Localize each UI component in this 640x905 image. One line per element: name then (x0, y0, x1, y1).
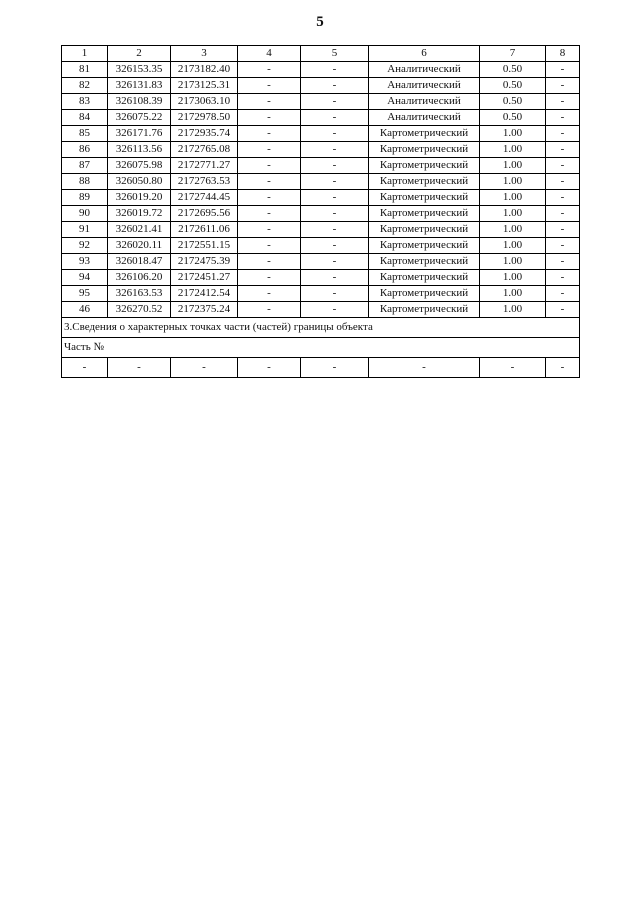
table-body (62, 62, 580, 318)
table-cell: Картометрический (369, 238, 480, 254)
table-cell: - (546, 238, 580, 254)
table-cell: 326019.20 (108, 190, 171, 206)
table-cell: - (301, 254, 369, 270)
table-cell: 2172744.45 (171, 190, 238, 206)
table-cell: 81 (62, 62, 108, 78)
table-cell: - (238, 110, 301, 126)
column-header: 8 (546, 46, 580, 62)
table-cell: - (546, 110, 580, 126)
table-cell: 2172978.50 (171, 110, 238, 126)
table-cell: 2172763.53 (171, 174, 238, 190)
table-cell: 326153.35 (108, 62, 171, 78)
table-cell: 2172475.39 (171, 254, 238, 270)
table-cell: - (301, 190, 369, 206)
table-cell: 83 (62, 94, 108, 110)
table-row (62, 254, 580, 270)
table-cell: 87 (62, 158, 108, 174)
table-cell: - (238, 78, 301, 94)
table-cell: 1.00 (480, 174, 546, 190)
table-cell: 1.00 (480, 302, 546, 318)
table-cell: - (238, 238, 301, 254)
table-cell: 2172771.27 (171, 158, 238, 174)
table-row (62, 94, 580, 110)
table-cell: Картометрический (369, 174, 480, 190)
table-cell: - (369, 358, 480, 378)
table-cell: 326131.83 (108, 78, 171, 94)
table-cell: 326113.56 (108, 142, 171, 158)
table-cell: 326075.22 (108, 110, 171, 126)
table-header-row (62, 46, 580, 62)
table-cell: - (301, 358, 369, 378)
table-cell: Картометрический (369, 206, 480, 222)
table-cell: 326020.11 (108, 238, 171, 254)
table-row (62, 302, 580, 318)
table-cell: - (546, 142, 580, 158)
table-cell: 326270.52 (108, 302, 171, 318)
table-cell: - (238, 62, 301, 78)
table-cell: 2172412.54 (171, 286, 238, 302)
table-cell: Картометрический (369, 286, 480, 302)
table-cell: - (108, 358, 171, 378)
table-cell: Картометрический (369, 302, 480, 318)
table-cell: 326075.98 (108, 158, 171, 174)
table-cell: 2172451.27 (171, 270, 238, 286)
table-cell: - (238, 126, 301, 142)
table-cell: 0.50 (480, 62, 546, 78)
table-cell: - (546, 158, 580, 174)
table-cell: 84 (62, 110, 108, 126)
table-cell: 2172935.74 (171, 126, 238, 142)
table-cell: 2173125.31 (171, 78, 238, 94)
table-cell: - (546, 94, 580, 110)
table-row (62, 158, 580, 174)
table-row (62, 222, 580, 238)
table-cell: - (301, 222, 369, 238)
table-cell: - (301, 206, 369, 222)
empty-part-row (62, 358, 580, 378)
table-cell: - (301, 302, 369, 318)
table-row (62, 62, 580, 78)
table-cell: - (546, 62, 580, 78)
table-cell: 85 (62, 126, 108, 142)
table-cell: - (238, 358, 301, 378)
section-title: 3.Сведения о характерных точках части (частей) границы объекта (62, 318, 580, 338)
table-cell: 92 (62, 238, 108, 254)
table-row (62, 78, 580, 94)
table-cell: Картометрический (369, 270, 480, 286)
table-cell: 1.00 (480, 222, 546, 238)
page-number: 5 (316, 14, 324, 30)
table-cell: 326106.20 (108, 270, 171, 286)
table-cell: 1.00 (480, 254, 546, 270)
table-cell: - (238, 142, 301, 158)
table-cell: - (546, 222, 580, 238)
table-cell: - (301, 238, 369, 254)
table-cell: 2172551.15 (171, 238, 238, 254)
table-cell: - (546, 358, 580, 378)
table-cell: Аналитический (369, 94, 480, 110)
part-label-row (62, 338, 580, 358)
table-cell: 0.50 (480, 94, 546, 110)
table-cell: - (301, 94, 369, 110)
table-row (62, 286, 580, 302)
table-cell: 1.00 (480, 286, 546, 302)
table-cell: - (301, 270, 369, 286)
table-cell: - (480, 358, 546, 378)
table-cell: - (546, 254, 580, 270)
table-cell: - (546, 270, 580, 286)
table-cell: 93 (62, 254, 108, 270)
table-cell: Картометрический (369, 254, 480, 270)
table-cell: 88 (62, 174, 108, 190)
table-cell: 95 (62, 286, 108, 302)
table-cell: Картометрический (369, 142, 480, 158)
table-cell: 326163.53 (108, 286, 171, 302)
table-cell: - (546, 190, 580, 206)
table-cell: - (546, 174, 580, 190)
table-cell: - (238, 158, 301, 174)
table-cell: - (171, 358, 238, 378)
table-cell: 86 (62, 142, 108, 158)
table-cell: Картометрический (369, 158, 480, 174)
column-header: 6 (369, 46, 480, 62)
table-cell: - (238, 94, 301, 110)
column-header: 7 (480, 46, 546, 62)
table-cell: 2173063.10 (171, 94, 238, 110)
table-cell: 326108.39 (108, 94, 171, 110)
table-cell: Картометрический (369, 222, 480, 238)
table-cell: Аналитический (369, 110, 480, 126)
table-cell: - (301, 158, 369, 174)
table-cell: 1.00 (480, 206, 546, 222)
table-row (62, 110, 580, 126)
column-header: 5 (301, 46, 369, 62)
table-cell: 2172611.06 (171, 222, 238, 238)
table-cell: - (238, 270, 301, 286)
table-cell: - (301, 110, 369, 126)
table-cell: - (301, 78, 369, 94)
table-row (62, 142, 580, 158)
table-cell: - (301, 126, 369, 142)
table-cell: Картометрический (369, 126, 480, 142)
table-cell: - (238, 222, 301, 238)
table-cell: - (238, 206, 301, 222)
table-cell: - (301, 142, 369, 158)
table-row (62, 238, 580, 254)
table-cell: 1.00 (480, 126, 546, 142)
table-cell: 0.50 (480, 78, 546, 94)
table-cell: - (238, 174, 301, 190)
table-row (62, 190, 580, 206)
table-cell: 0.50 (480, 110, 546, 126)
table-row (62, 206, 580, 222)
table-cell: 2172695.56 (171, 206, 238, 222)
column-header: 3 (171, 46, 238, 62)
table-cell: - (238, 302, 301, 318)
table-cell: Аналитический (369, 62, 480, 78)
table-cell: - (301, 174, 369, 190)
table-cell: 326021.41 (108, 222, 171, 238)
table-cell: 89 (62, 190, 108, 206)
table-cell: - (546, 302, 580, 318)
table-cell: 2172375.24 (171, 302, 238, 318)
table-cell: 326019.72 (108, 206, 171, 222)
table-cell: - (238, 254, 301, 270)
table-cell: - (238, 286, 301, 302)
column-header: 1 (62, 46, 108, 62)
table-cell: 82 (62, 78, 108, 94)
table-cell: 326171.76 (108, 126, 171, 142)
table-cell: 1.00 (480, 142, 546, 158)
table-cell: - (546, 206, 580, 222)
column-header: 4 (238, 46, 301, 62)
coordinates-table (61, 45, 580, 378)
table-row (62, 126, 580, 142)
table-cell: - (238, 190, 301, 206)
column-header: 2 (108, 46, 171, 62)
part-label: Часть № (62, 338, 580, 358)
table-cell: 1.00 (480, 158, 546, 174)
table-cell: - (301, 62, 369, 78)
table-cell: - (301, 286, 369, 302)
table-cell: Картометрический (369, 190, 480, 206)
table-cell: 91 (62, 222, 108, 238)
table-cell: 46 (62, 302, 108, 318)
table-row (62, 270, 580, 286)
table-cell: 94 (62, 270, 108, 286)
table-cell: - (546, 78, 580, 94)
table-cell: 326050.80 (108, 174, 171, 190)
table-row (62, 174, 580, 190)
table-cell: 1.00 (480, 270, 546, 286)
table-cell: 90 (62, 206, 108, 222)
table-cell: - (546, 286, 580, 302)
table-cell: - (62, 358, 108, 378)
table-cell: 1.00 (480, 238, 546, 254)
table-cell: 1.00 (480, 190, 546, 206)
table-cell: - (546, 126, 580, 142)
section-title-row (62, 318, 580, 338)
table-cell: 326018.47 (108, 254, 171, 270)
table-cell: 2172765.08 (171, 142, 238, 158)
table-cell: 2173182.40 (171, 62, 238, 78)
table-cell: Аналитический (369, 78, 480, 94)
